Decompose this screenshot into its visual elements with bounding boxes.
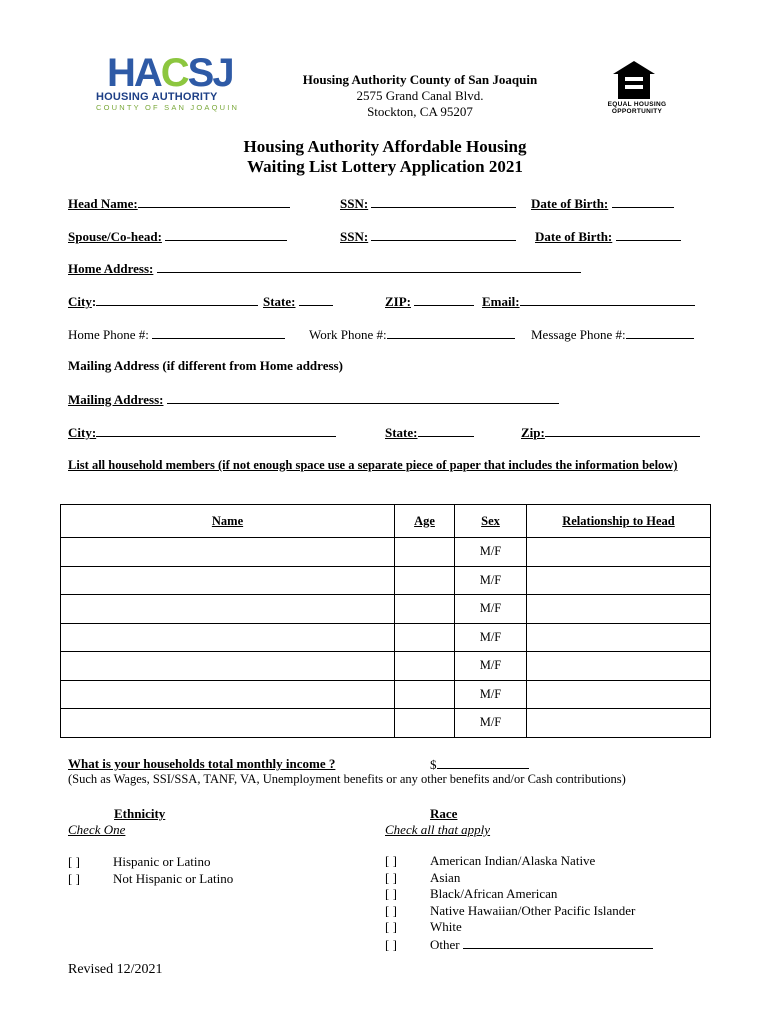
zip-line[interactable] bbox=[414, 293, 474, 306]
income-amount: $ bbox=[430, 756, 529, 773]
message-phone-field: Message Phone #: bbox=[531, 326, 694, 343]
ethnicity-options bbox=[68, 853, 233, 887]
logo-line-1: HOUSING AUTHORITY bbox=[96, 91, 218, 103]
household-header-row bbox=[61, 505, 711, 538]
race-heading: Race bbox=[430, 806, 458, 821]
household-row bbox=[61, 538, 711, 567]
head-name-line[interactable] bbox=[138, 195, 290, 208]
hacsj-logo: HACSJ bbox=[107, 51, 233, 95]
home-phone-line[interactable] bbox=[152, 326, 285, 339]
member-name-cell[interactable] bbox=[61, 680, 395, 709]
race-option[interactable]: [ ] American Indian/Alaska Native bbox=[385, 853, 596, 868]
member-relationship-cell[interactable] bbox=[527, 709, 711, 738]
race-option[interactable]: [ ] Black/African American bbox=[385, 886, 558, 901]
income-question: What is your households total monthly income ? bbox=[68, 756, 336, 771]
mail-zip-line[interactable] bbox=[545, 424, 700, 437]
home-address-line[interactable] bbox=[157, 260, 581, 273]
member-name-cell[interactable] bbox=[61, 623, 395, 652]
mailing-heading: Mailing Address (if different from Home address) bbox=[68, 358, 343, 373]
dob-field-1: Date of Birth: bbox=[531, 195, 674, 212]
city-state: Stockton, CA 95207 bbox=[367, 104, 473, 119]
mail-state-line[interactable] bbox=[418, 424, 474, 437]
email-field: Email: bbox=[482, 293, 695, 310]
member-sex-cell[interactable]: M/F bbox=[455, 538, 527, 567]
household-row bbox=[61, 595, 711, 624]
dob-field-2: Date of Birth: bbox=[535, 228, 681, 245]
mailing-address-field: Mailing Address: bbox=[68, 391, 559, 408]
household-row bbox=[61, 709, 711, 738]
member-sex-cell[interactable]: M/F bbox=[455, 566, 527, 595]
household-table bbox=[60, 504, 711, 738]
member-age-cell[interactable] bbox=[395, 566, 455, 595]
home-address-field: Home Address: bbox=[68, 260, 581, 277]
member-relationship-cell[interactable] bbox=[527, 623, 711, 652]
member-name-cell[interactable] bbox=[61, 709, 395, 738]
dob-line-2[interactable] bbox=[616, 228, 681, 241]
state-field: State: bbox=[263, 293, 333, 310]
member-relationship-cell[interactable] bbox=[527, 538, 711, 567]
member-age-cell[interactable] bbox=[395, 538, 455, 567]
household-row bbox=[61, 680, 711, 709]
race-option[interactable]: [ ] White bbox=[385, 919, 462, 934]
race-option[interactable]: [ ] Asian bbox=[385, 869, 461, 885]
head-name-field: Head Name: bbox=[68, 195, 290, 212]
ethnicity-heading: Ethnicity bbox=[114, 806, 166, 821]
col-relationship: Relationship to Head bbox=[527, 505, 711, 538]
mail-city-field: City: bbox=[68, 424, 336, 441]
mail-zip-field: Zip: bbox=[521, 424, 700, 441]
col-sex: Sex bbox=[455, 505, 527, 538]
message-phone-line[interactable] bbox=[626, 326, 694, 339]
member-sex-cell[interactable]: M/F bbox=[455, 680, 527, 709]
race-option[interactable]: [ ] Other bbox=[385, 936, 653, 954]
spouse-line[interactable] bbox=[165, 228, 287, 241]
member-relationship-cell[interactable] bbox=[527, 652, 711, 681]
member-sex-cell[interactable]: M/F bbox=[455, 623, 527, 652]
household-row bbox=[61, 652, 711, 681]
income-note: (Such as Wages, SSI/SSA, TANF, VA, Unemployment benefits or any other benefits and/or Cash contributions) bbox=[68, 772, 626, 786]
equal-housing-text: EQUAL HOUSING OPPORTUNITY bbox=[607, 101, 667, 115]
header-address bbox=[250, 72, 590, 120]
member-relationship-cell[interactable] bbox=[527, 566, 711, 595]
ethnicity-sub: Check One bbox=[68, 822, 126, 837]
race-option[interactable]: [ ] Native Hawaiian/Other Pacific Islander bbox=[385, 902, 636, 918]
col-age: Age bbox=[395, 505, 455, 538]
mailing-address-line[interactable] bbox=[167, 391, 559, 404]
ssn-field-2: SSN: bbox=[340, 228, 516, 245]
spouse-field: Spouse/Co-head: bbox=[68, 228, 287, 245]
member-relationship-cell[interactable] bbox=[527, 680, 711, 709]
dob-line-1[interactable] bbox=[612, 195, 674, 208]
other-race-line[interactable] bbox=[463, 936, 653, 949]
mail-city-line[interactable] bbox=[96, 424, 336, 437]
member-age-cell[interactable] bbox=[395, 652, 455, 681]
member-sex-cell[interactable]: M/F bbox=[455, 709, 527, 738]
race-options bbox=[385, 853, 653, 953]
revision-date: Revised 12/2021 bbox=[68, 962, 163, 977]
ssn-line-2[interactable] bbox=[371, 228, 516, 241]
city-line[interactable] bbox=[96, 293, 258, 306]
zip-field: ZIP: bbox=[385, 293, 474, 310]
logo-line-2: COUNTY OF SAN JOAQUIN bbox=[96, 103, 240, 112]
member-age-cell[interactable] bbox=[395, 623, 455, 652]
member-sex-cell[interactable]: M/F bbox=[455, 595, 527, 624]
member-name-cell[interactable] bbox=[61, 652, 395, 681]
ssn-line-1[interactable] bbox=[371, 195, 516, 208]
member-name-cell[interactable] bbox=[61, 538, 395, 567]
street: 2575 Grand Canal Blvd. bbox=[356, 88, 484, 103]
member-relationship-cell[interactable] bbox=[527, 595, 711, 624]
member-age-cell[interactable] bbox=[395, 709, 455, 738]
work-phone-field: Work Phone #: bbox=[309, 326, 515, 343]
member-sex-cell[interactable]: M/F bbox=[455, 652, 527, 681]
email-line[interactable] bbox=[520, 293, 695, 306]
org-name: Housing Authority County of San Joaquin bbox=[302, 72, 538, 87]
state-line[interactable] bbox=[299, 293, 333, 306]
ethnicity-option[interactable]: [ ] Not Hispanic or Latino bbox=[68, 871, 234, 886]
city-field: City: bbox=[68, 293, 258, 310]
member-name-cell[interactable] bbox=[61, 566, 395, 595]
household-row bbox=[61, 566, 711, 595]
race-sub: Check all that apply bbox=[385, 822, 491, 837]
household-row bbox=[61, 623, 711, 652]
member-age-cell[interactable] bbox=[395, 680, 455, 709]
form-title: Housing Authority Affordable Housing Waiting List Lottery Application 2021 bbox=[243, 137, 527, 176]
work-phone-line[interactable] bbox=[387, 326, 515, 339]
household-instruction: List all household members (if not enough space use a separate piece of paper that includes the information below) bbox=[68, 458, 678, 472]
home-phone-field: Home Phone #: bbox=[68, 326, 285, 343]
income-line[interactable] bbox=[437, 756, 529, 769]
equal-housing-icon bbox=[612, 60, 656, 100]
ssn-field-1: SSN: bbox=[340, 195, 516, 212]
mail-state-field: State: bbox=[385, 424, 474, 441]
ethnicity-option[interactable]: [ ] Hispanic or Latino bbox=[68, 854, 211, 869]
member-age-cell[interactable] bbox=[395, 595, 455, 624]
col-name: Name bbox=[61, 505, 395, 538]
member-name-cell[interactable] bbox=[61, 595, 395, 624]
